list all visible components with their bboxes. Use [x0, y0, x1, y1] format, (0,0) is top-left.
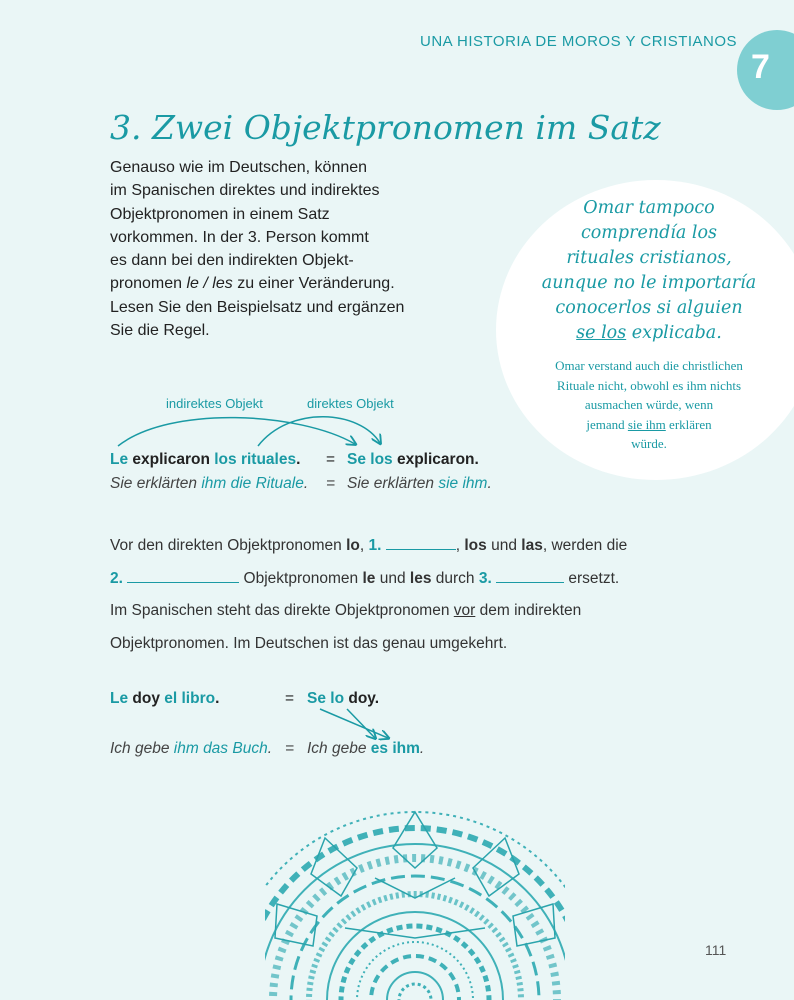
rule-text-part: ersetzt. — [564, 569, 620, 587]
quote-line: conocerlos si alguien — [555, 298, 743, 318]
quote-de-highlight: sie ihm — [627, 416, 666, 432]
rule-text-part: Objektpronomen — [239, 569, 363, 587]
quote-line: comprendía los — [580, 223, 718, 243]
pronoun-le: Le — [110, 690, 129, 707]
pronoun-les: les — [409, 569, 432, 587]
rule-text-part: durch — [431, 569, 479, 587]
pronoun-las: las — [521, 537, 543, 554]
punct: , — [359, 537, 369, 554]
example2-german — [110, 740, 272, 758]
german-objects: ihm die Rituale — [201, 475, 304, 492]
intro-line: es dann bei den indirekten Objekt- — [110, 252, 354, 270]
quote-de-line: Rituale nicht, obwohl es ihm nichts — [556, 377, 742, 393]
quote-line: rituales cristianos, — [566, 248, 732, 268]
quote-text: explicaba. — [626, 323, 722, 343]
example2-german-pronouns — [307, 740, 424, 758]
verb: doy. — [344, 690, 380, 707]
example1-german — [110, 475, 308, 493]
example1-german-pronouns — [347, 475, 492, 493]
german-text: Sie erklärten — [110, 475, 202, 492]
example1-spanish — [110, 451, 300, 469]
rule-text-part: und — [375, 569, 410, 587]
equals-sign: = — [326, 475, 336, 492]
pronoun-los: los — [464, 537, 487, 554]
intro-pronoun-le-les: le / les — [186, 275, 233, 293]
cross-arrow-2 — [347, 709, 375, 738]
quote-line: aunque no le importaría — [541, 273, 757, 293]
pronoun-le: Le — [110, 451, 129, 468]
direct-object-label: direktes Objekt — [307, 396, 394, 411]
intro-line: Genauso wie im Deutschen, können — [110, 159, 368, 176]
quote-de-line: würde. — [631, 436, 667, 451]
rule-line — [110, 595, 670, 628]
blank-3[interactable] — [496, 568, 564, 583]
rule-text-part: Vor den direkten Objektpronomen — [110, 537, 347, 554]
german-objects: ihm das Buch — [173, 740, 268, 757]
direct-object: el libro — [164, 690, 216, 707]
rule-line: Objektpronomen. Im Deutschen ist das genau umgekehrt. — [110, 634, 508, 652]
intro-text: pronomen — [110, 275, 187, 293]
german-text: Sie erklärten — [347, 475, 439, 492]
quote-de-line: ausmachen würde, wenn — [584, 397, 714, 412]
intro-line: vorkommen. In der 3. Person kommt — [110, 228, 369, 246]
german-text: Ich gebe — [307, 740, 371, 757]
pronoun-le: le — [362, 569, 376, 587]
rule-text-part: dem indirekten — [475, 602, 582, 619]
intro-text: zu einer Veränderung. — [232, 275, 395, 293]
punct: . — [419, 740, 425, 757]
rule-line — [110, 563, 670, 596]
quote-de-text: jemand — [586, 416, 628, 432]
blank-number-3: 3. — [478, 569, 492, 587]
rule-emphasis-vor: vor — [453, 602, 476, 619]
pronouns-se-los: Se los — [347, 451, 393, 468]
intro-line: im Spanischen direktes und indirektes — [110, 182, 380, 200]
blank-1[interactable] — [386, 535, 456, 550]
quote-line: Omar tampoco — [583, 198, 715, 218]
rule-line — [110, 530, 670, 563]
direct-object: los rituales — [214, 451, 297, 468]
punct: . — [296, 451, 301, 468]
verb: doy — [128, 690, 165, 707]
pronoun-lo: lo — [346, 537, 360, 554]
example2-spanish — [110, 690, 219, 708]
indirect-object-arrow — [118, 418, 355, 446]
blank-number-2: 2. — [110, 569, 123, 587]
pronouns-se-lo: Se lo — [307, 690, 345, 707]
punct: . — [267, 740, 273, 757]
rule-text-part: , werden die — [542, 537, 628, 554]
punct: . — [487, 475, 492, 492]
punct: , — [455, 537, 465, 554]
running-header: UNA HISTORIA DE MOROS Y CRISTIANOS — [420, 33, 738, 50]
section-title: 3. Zwei Objektpronomen im Satz — [110, 108, 661, 147]
equals-sign: = — [285, 740, 295, 757]
german-pronouns: sie ihm — [438, 475, 488, 492]
quote-de-line: Omar verstand auch die christlichen — [555, 358, 743, 373]
rule-text-part: und — [486, 537, 522, 554]
example2-spanish-pronouns — [307, 690, 379, 708]
german-pronouns: es ihm — [370, 740, 420, 757]
quote-highlight: se los — [576, 323, 627, 343]
blank-2[interactable] — [127, 568, 239, 583]
quote-de-text: erklären — [665, 416, 712, 432]
page-number: 111 — [705, 942, 727, 958]
german-text: Ich gebe — [110, 740, 174, 757]
example1-spanish-pronouns — [347, 451, 479, 469]
intro-line: Sie die Regel. — [110, 322, 210, 340]
rule-text — [110, 530, 670, 660]
intro-line: Lesen Sie den Beispielsatz und ergänzen — [110, 298, 405, 316]
punct: . — [303, 475, 309, 492]
rule-text-part: Im Spanischen steht das direkte Objektpronomen — [110, 602, 454, 619]
intro-line: Objektpronomen in einem Satz — [110, 205, 330, 223]
punct: . — [215, 690, 220, 707]
verb: explicaron — [128, 451, 215, 468]
indirect-object-label: indirektes Objekt — [166, 396, 263, 411]
equals-sign: = — [285, 690, 295, 707]
chapter-number: 7 — [751, 48, 770, 86]
mandala-ornament — [265, 808, 565, 1000]
equals-sign: = — [326, 451, 336, 468]
verb: explicaron. — [392, 451, 479, 468]
cross-arrow-1 — [320, 709, 388, 738]
blank-number-1: 1. — [368, 537, 382, 554]
